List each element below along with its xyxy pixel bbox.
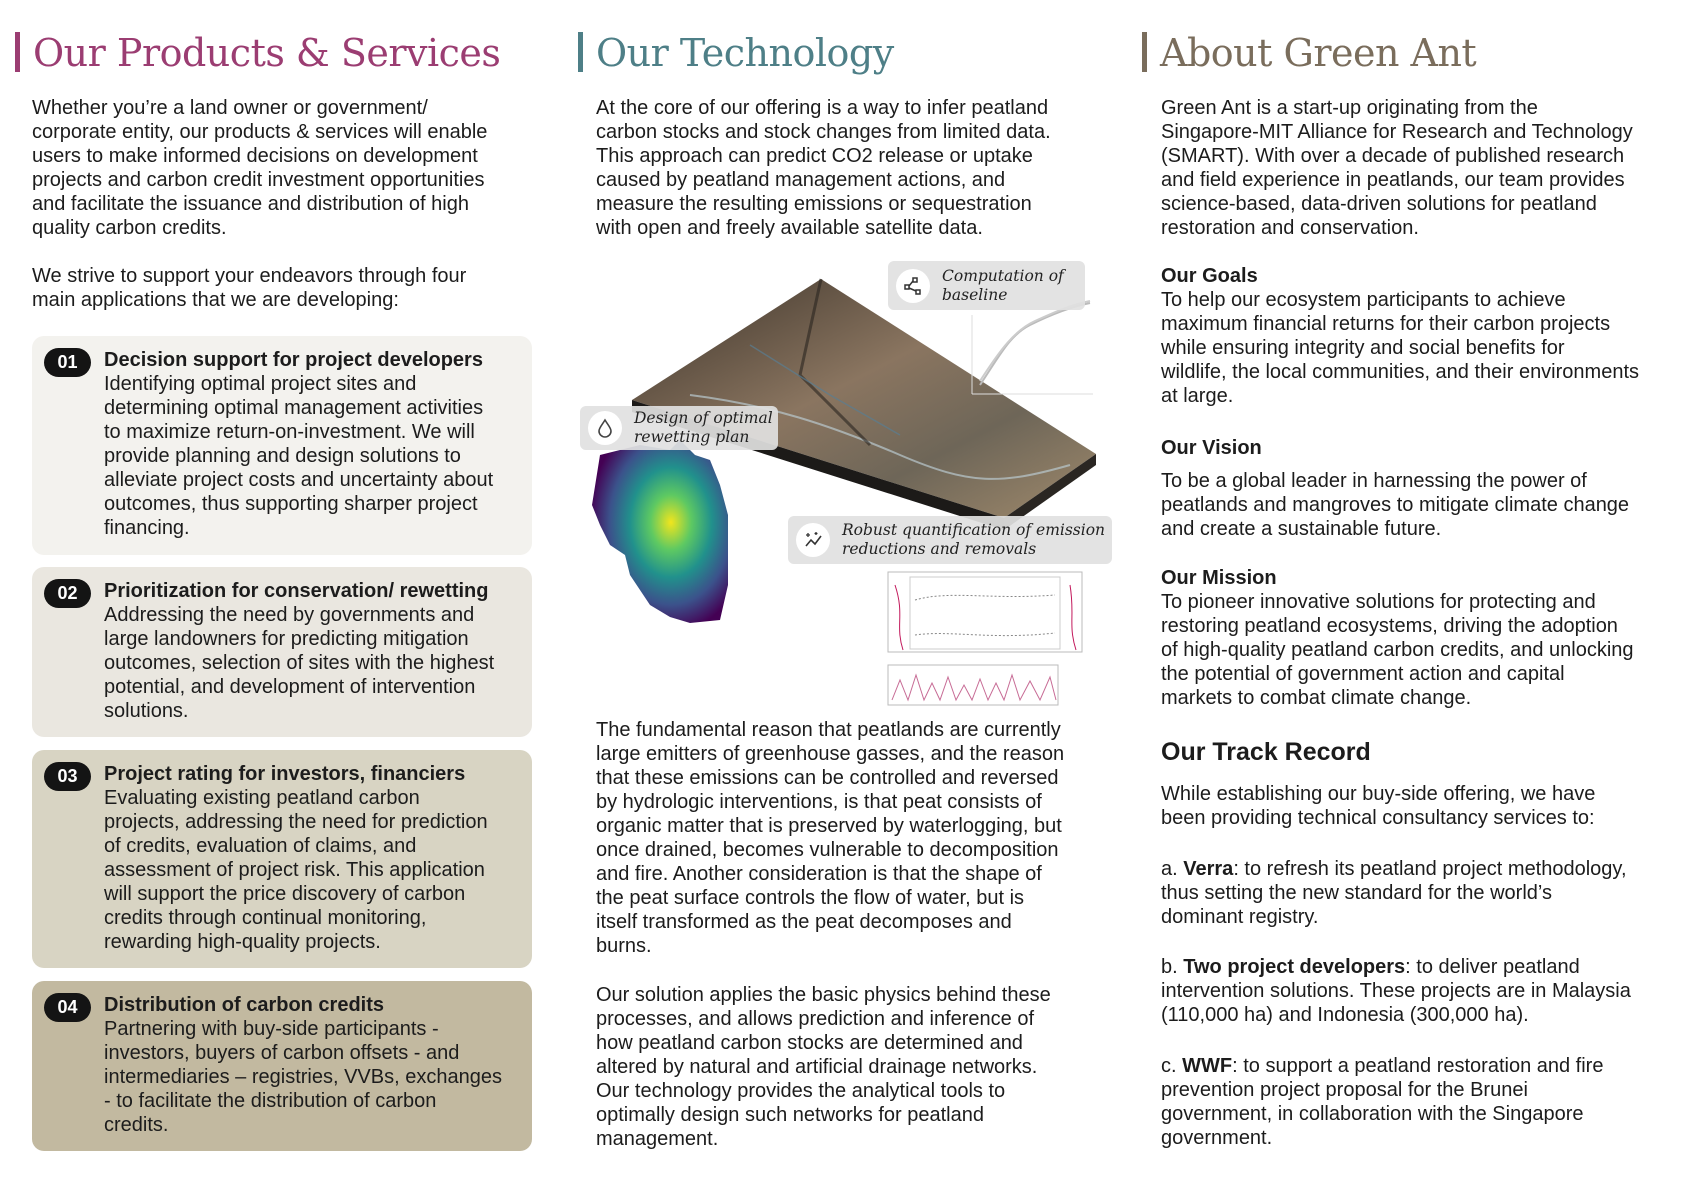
technology-title: Our Technology [578,30,894,76]
quantification-label [788,516,1112,564]
rewetting-label [580,406,778,450]
item-name: WWF [1182,1055,1233,1077]
track-record-intro: While establishing our buy-side offering, we have been providing technical consultancy services to: [1161,783,1596,829]
application-card-03 [32,750,532,968]
item-text: : to refresh its peatland project methodology, thus setting the new standard for the world’s dominant registry. [1161,858,1627,928]
about-intro: Green Ant is a start-up originating from the Singapore-MIT Alliance for Research and Technology (SMART). With over a decade of published research and field experience in peatlands, our team provides science-based, data-driven solutions for peatland restoration and conservation. [1161,97,1633,239]
number-badge: 03 [44,762,91,791]
baseline-line-chart [972,301,1093,394]
vision-heading: Our Vision [1161,437,1262,459]
vision-text: To be a global leader in harnessing the power of peatlands and mangroves to mitigate climate change and create a sustainable future. [1161,470,1630,540]
track-record-heading: Our Track Record [1161,738,1371,766]
products-intro: Whether you’re a land owner or government/ corporate entity, our products & services will enable users to make informed decisions on development projects and carbon credit investment opportunities and facilitate the issuance and distribution of high quality carbon credits. [32,97,488,239]
track-item-verra [1161,857,1627,929]
rewetting-label-text: Design of optimal rewetting plan [634,409,773,446]
technology-illustration [570,255,1130,715]
item-prefix: b. [1161,956,1184,978]
item-prefix: a. [1161,858,1184,880]
application-card-04 [32,981,532,1151]
item-prefix: c. [1161,1055,1183,1077]
item-name: Two project developers [1183,956,1406,978]
card-body: Evaluating existing peatland carbon projects, addressing the need for prediction of credits, evaluation of claims, and assessment of project risk. This application will support the price discovery of carbon credits through continual monitoring, rewarding high-quality projects. [104,787,488,953]
card-body: Partnering with buy-side participants - investors, buyers of carbon offsets - and intermediaries – registries, VVBs, exchanges - to facilitate the distribution of carbon credits. [104,1018,502,1136]
lidar-profile-charts [888,572,1082,705]
card-title: Distribution of carbon credits [104,994,385,1016]
application-card-01 [32,336,532,555]
about-title: About Green Ant [1142,30,1476,76]
technology-para-1: The fundamental reason that peatlands are currently large emitters of greenhouse gasses, and the reason that these emissions can be controlled and reversed by hydrologic interventions, is that peat consists of organic matter that is preserved by waterlogging, but once drained, becomes vulnerable to decomposition and fire. Another consideration is that the shape of the peat surface controls the flow of water, but is itself transformed as the peat decomposes and burns. [596,719,1065,957]
technology-para-2: Our solution applies the basic physics behind these processes, and allows prediction and inference of how peatland carbon stocks are determined and altered by natural and artificial drainage networks. Our technology provides the analytical tools to optimally design such networks for peatland management. [596,984,1051,1150]
application-card-02 [32,567,532,737]
goals-heading: Our Goals [1161,265,1258,287]
number-badge: 04 [44,993,91,1022]
sparkle-trend-icon [796,523,830,557]
products-lead: We strive to support your endeavors through four main applications that we are developing: [32,265,467,311]
goals-text: To help our ecosystem participants to achieve maximum financial returns for their carbon projects while ensuring integrity and social benefits for wildlife, the local communities, and their environments at large. [1161,289,1639,407]
item-text: : to support a peatland restoration and fire prevention project proposal for the Brunei government, in collaboration with the Singapore government. [1161,1055,1604,1149]
mission-heading: Our Mission [1161,567,1277,589]
mission-text: To pioneer innovative solutions for protecting and restoring peatland ecosystems, driving the adoption of high-quality peatland carbon credits, and unlocking the potential of government action and capital markets to combat climate change. [1161,591,1634,709]
card-body: Addressing the need by governments and large landowners for predicting mitigation outcomes, selection of sites with the highest potential, and development of intervention solutions. [104,604,495,722]
item-text: : to deliver peatland intervention solutions. These projects are in Malaysia (110,000 ha) and Indonesia (300,000 ha). [1161,956,1631,1026]
baseline-label-text: Computation of baseline [942,266,1064,304]
track-item-developers [1161,955,1631,1027]
card-body: Identifying optimal project sites and determining optimal management activities to maximize return-on-investment. We will provide planning and design solutions to alleviate project costs and uncertainty about outcomes, thus supporting sharper project financing. [104,373,494,539]
technology-intro: At the core of our offering is a way to infer peatland carbon stocks and stock changes from limited data. This approach can predict CO2 release or uptake caused by peatland management actions, and measure the resulting emissions or sequestration with open and freely available satellite data. [596,97,1051,239]
peatland-heatmap [592,440,728,623]
water-drop-icon [588,411,622,445]
card-title: Prioritization for conservation/ rewetting [104,580,489,602]
baseline-label [888,261,1085,310]
share-nodes-icon [896,269,930,303]
track-item-wwf [1161,1054,1603,1150]
card-title: Project rating for investors, financiers [104,763,466,785]
number-badge: 02 [44,579,91,608]
card-title: Decision support for project developers [104,349,483,371]
number-badge: 01 [44,348,91,377]
item-name: Verra [1183,858,1234,880]
quantification-label-text: Robust quantification of emission reductions and removals [842,521,1106,558]
products-title: Our Products & Services [15,30,500,76]
